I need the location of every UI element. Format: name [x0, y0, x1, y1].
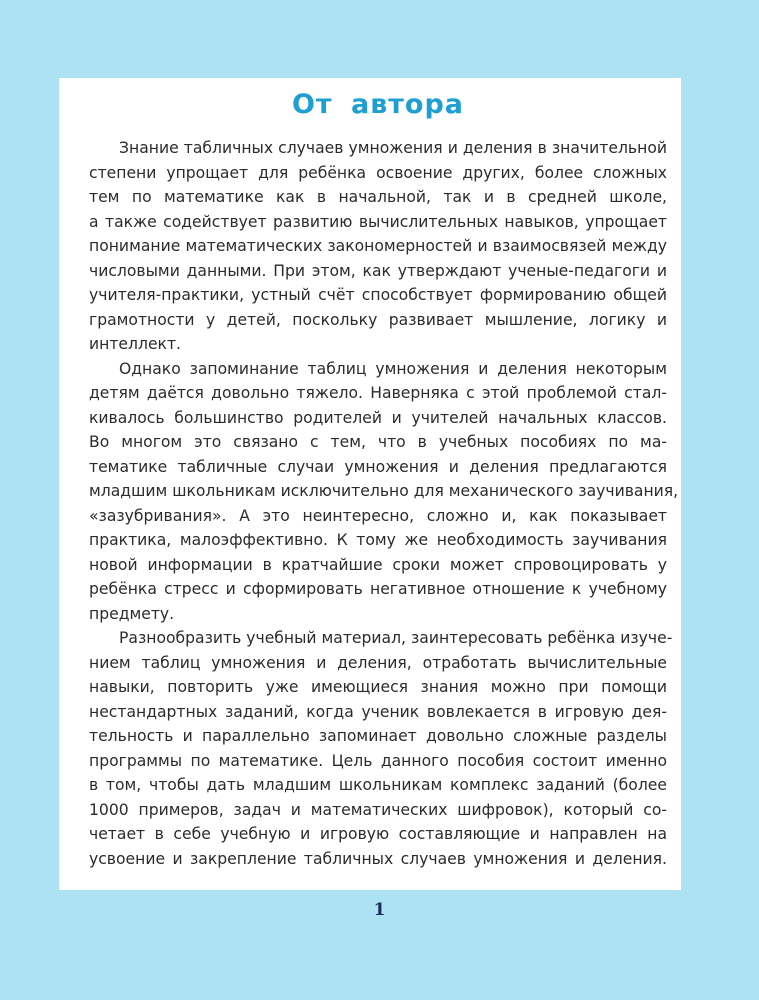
paragraph-line: кивалось большинство родителей и учителей начальных классов.	[89, 408, 667, 427]
paragraph-line: ребёнка стресс и сформировать негативное отношение к учебному	[89, 580, 667, 598]
paragraph-line: числовыми данными. При этом, как утверждают ученые-педагоги и	[89, 261, 667, 280]
paragraph-3	[89, 626, 673, 871]
paragraph-line: интеллект.	[89, 335, 181, 353]
paragraph-line: усвоение и закрепление табличных случаев умножения и деления.	[89, 849, 667, 868]
page-number: 1	[373, 900, 386, 920]
paragraph-line: четает в себе учебную и игровую составляющие и направлен на	[89, 825, 667, 843]
paragraph-line: степени упрощает для ребёнка освоение других, более сложных	[89, 163, 667, 182]
paragraph-line: Разнообразить учебный материал, заинтересовать ребёнка изуче-	[119, 629, 673, 647]
paragraph-line: навыки, повторить уже имеющиеся знания можно при помощи	[89, 678, 667, 696]
paragraph-line: тематике табличные случаи умножения и деления предлагаются	[89, 457, 667, 476]
paragraph-line: 1000 примеров, задач и математических шифровок), который со-	[89, 800, 667, 819]
paragraph-line: Во многом это связано с тем, что в учебных пособиях по ма-	[89, 433, 667, 451]
paragraph-line: учителя-практики, устный счёт способствует формированию общей	[89, 286, 667, 304]
paragraph-line: младшим школьникам исключительно для механического заучивания,	[89, 482, 679, 500]
paragraph-line: Однако запоминание таблиц умножения и деления некоторым	[119, 359, 667, 378]
paragraph-1	[89, 136, 667, 357]
paragraph-line: Знание табличных случаев умножения и деления в значительной	[119, 139, 667, 157]
paragraph-line: нестандартных заданий, когда ученик вовлекается в игровую дея-	[89, 702, 667, 721]
paragraph-line: практика, малоэффективно. К тому же необходимость заучивания	[89, 531, 667, 549]
paragraph-line: новой информации в кратчайшие сроки может спровоцировать у	[89, 555, 667, 574]
paragraph-line: детям даётся довольно тяжело. Наверняка с этой проблемой стал-	[89, 384, 667, 402]
paragraph-line: а также содействует развитию вычислительных навыков, упрощает	[89, 212, 667, 231]
paragraph-line: тельность и параллельно запоминает довольно сложные разделы	[89, 727, 667, 745]
paragraph-line: тем по математике как в начальной, так и в средней школе,	[89, 188, 667, 206]
page-panel	[59, 78, 681, 890]
paragraph-line: в том, чтобы дать младшим школьникам комплекс заданий (более	[89, 776, 667, 794]
paragraph-line: нием таблиц умножения и деления, отработать вычислительные	[89, 653, 667, 672]
paragraph-line: грамотности у детей, поскольку развивает мышление, логику и	[89, 310, 667, 329]
paragraph-line: «зазубривания». А это неинтересно, сложно и, как показывает	[89, 506, 667, 525]
paragraph-line: предмету.	[89, 604, 175, 623]
page-title: От автора	[291, 89, 465, 120]
paragraph-line: понимание математических закономерностей и взаимосвязей между	[89, 237, 667, 255]
paragraph-2	[89, 357, 679, 627]
paragraph-line: программы по математике. Цель данного пособия состоит именно	[89, 751, 667, 770]
